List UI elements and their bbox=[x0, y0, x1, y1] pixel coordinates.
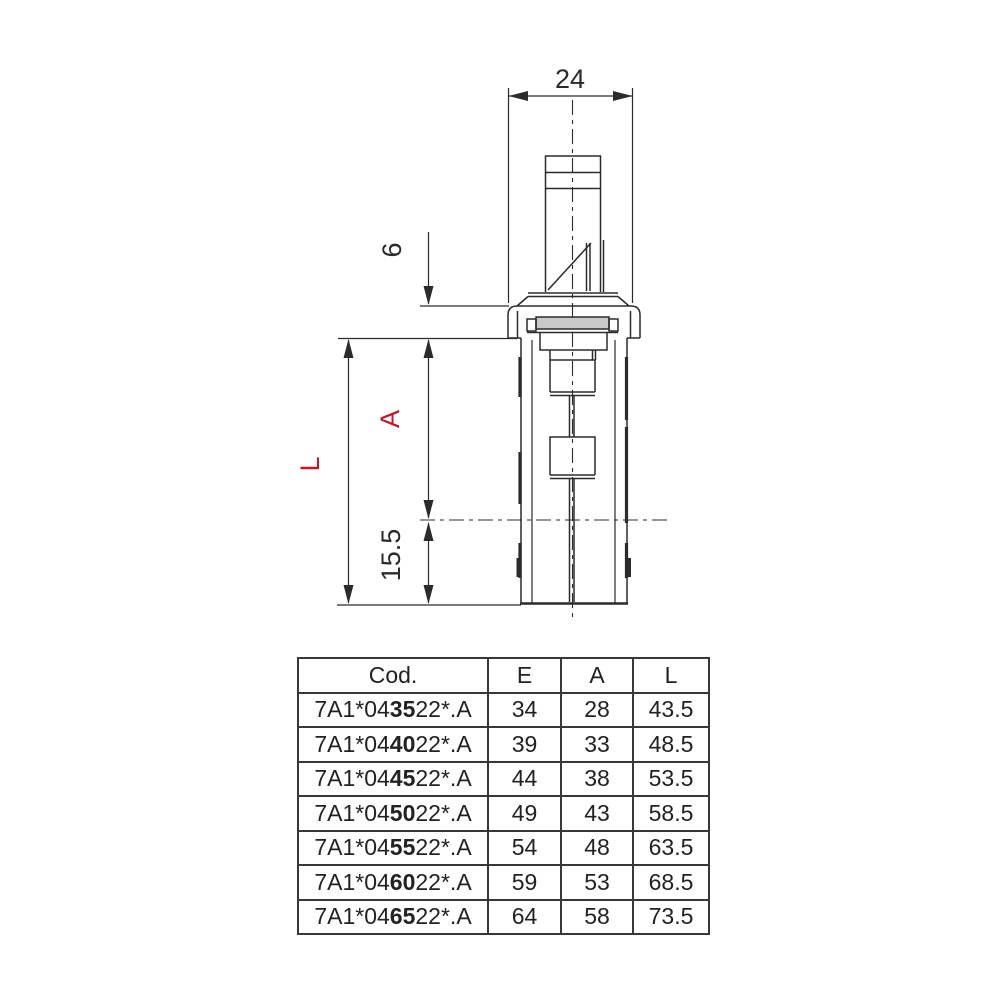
e-value-cell: 54 bbox=[488, 831, 561, 866]
e-value-cell: 44 bbox=[488, 762, 561, 797]
arrowhead-down bbox=[424, 286, 434, 305]
arrowhead-up bbox=[424, 522, 434, 541]
dimension-L bbox=[295, 339, 354, 604]
table-row bbox=[298, 900, 709, 935]
a-value-cell: 48 bbox=[561, 831, 633, 866]
dimension-6 bbox=[377, 232, 509, 306]
arrowhead-right bbox=[613, 91, 633, 101]
l-value-cell: 43.5 bbox=[633, 693, 709, 728]
l-value-cell: 58.5 bbox=[633, 796, 709, 831]
e-value-cell: 49 bbox=[488, 796, 561, 831]
dimension-15-5 bbox=[376, 522, 434, 604]
table-row bbox=[298, 796, 709, 831]
e-value-cell: 34 bbox=[488, 693, 561, 728]
table-row bbox=[298, 727, 709, 762]
dim-label-24: 24 bbox=[554, 64, 586, 94]
plunger-diagonal-line bbox=[548, 243, 591, 290]
table-row bbox=[298, 762, 709, 797]
code-cell: 7A1*046022*.A bbox=[298, 865, 488, 900]
spec-table-header-row bbox=[298, 658, 709, 693]
e-value-cell: 59 bbox=[488, 865, 561, 900]
code-cell: 7A1*043522*.A bbox=[298, 693, 488, 728]
dim-label-15-5: 15.5 bbox=[376, 528, 406, 582]
table-row bbox=[298, 831, 709, 866]
gasket bbox=[527, 317, 618, 333]
internal-terminals bbox=[540, 332, 607, 602]
l-value-cell: 68.5 bbox=[633, 865, 709, 900]
e-value-cell: 64 bbox=[488, 900, 561, 935]
spec-table bbox=[297, 657, 710, 935]
dim-label-A: A bbox=[375, 409, 405, 429]
l-value-cell: 53.5 bbox=[633, 762, 709, 797]
dimension-A bbox=[375, 339, 434, 519]
header-cod: Cod. bbox=[298, 658, 488, 693]
dim-label-6: 6 bbox=[377, 242, 407, 258]
a-value-cell: 53 bbox=[561, 865, 633, 900]
dimension-24 bbox=[509, 64, 633, 303]
arrowhead-down bbox=[344, 585, 354, 604]
a-value-cell: 43 bbox=[561, 796, 633, 831]
table-row bbox=[298, 865, 709, 900]
arrowhead-down bbox=[424, 585, 434, 604]
dim-label-L: L bbox=[295, 456, 325, 472]
a-value-cell: 28 bbox=[561, 693, 633, 728]
code-cell: 7A1*046522*.A bbox=[298, 900, 488, 935]
arrowhead-up bbox=[344, 339, 354, 358]
l-value-cell: 48.5 bbox=[633, 727, 709, 762]
code-cell: 7A1*045022*.A bbox=[298, 796, 488, 831]
code-cell: 7A1*044522*.A bbox=[298, 762, 488, 797]
table-row bbox=[298, 693, 709, 728]
gasket-seal bbox=[536, 317, 609, 329]
spec-table-body bbox=[298, 693, 709, 935]
l-value-cell: 73.5 bbox=[633, 900, 709, 935]
header-l: L bbox=[633, 658, 709, 693]
arrowhead-down bbox=[424, 500, 434, 519]
left-clip-bump bbox=[517, 558, 521, 577]
a-value-cell: 38 bbox=[561, 762, 633, 797]
header-e: E bbox=[488, 658, 561, 693]
header-a: A bbox=[561, 658, 633, 693]
a-value-cell: 58 bbox=[561, 900, 633, 935]
code-cell: 7A1*044022*.A bbox=[298, 727, 488, 762]
plunger bbox=[546, 156, 604, 292]
e-value-cell: 39 bbox=[488, 727, 561, 762]
arrowhead-left bbox=[509, 91, 529, 101]
a-value-cell: 33 bbox=[561, 727, 633, 762]
code-cell: 7A1*045522*.A bbox=[298, 831, 488, 866]
right-clip-bump bbox=[627, 558, 631, 577]
arrowhead-up bbox=[424, 339, 434, 358]
l-value-cell: 63.5 bbox=[633, 831, 709, 866]
